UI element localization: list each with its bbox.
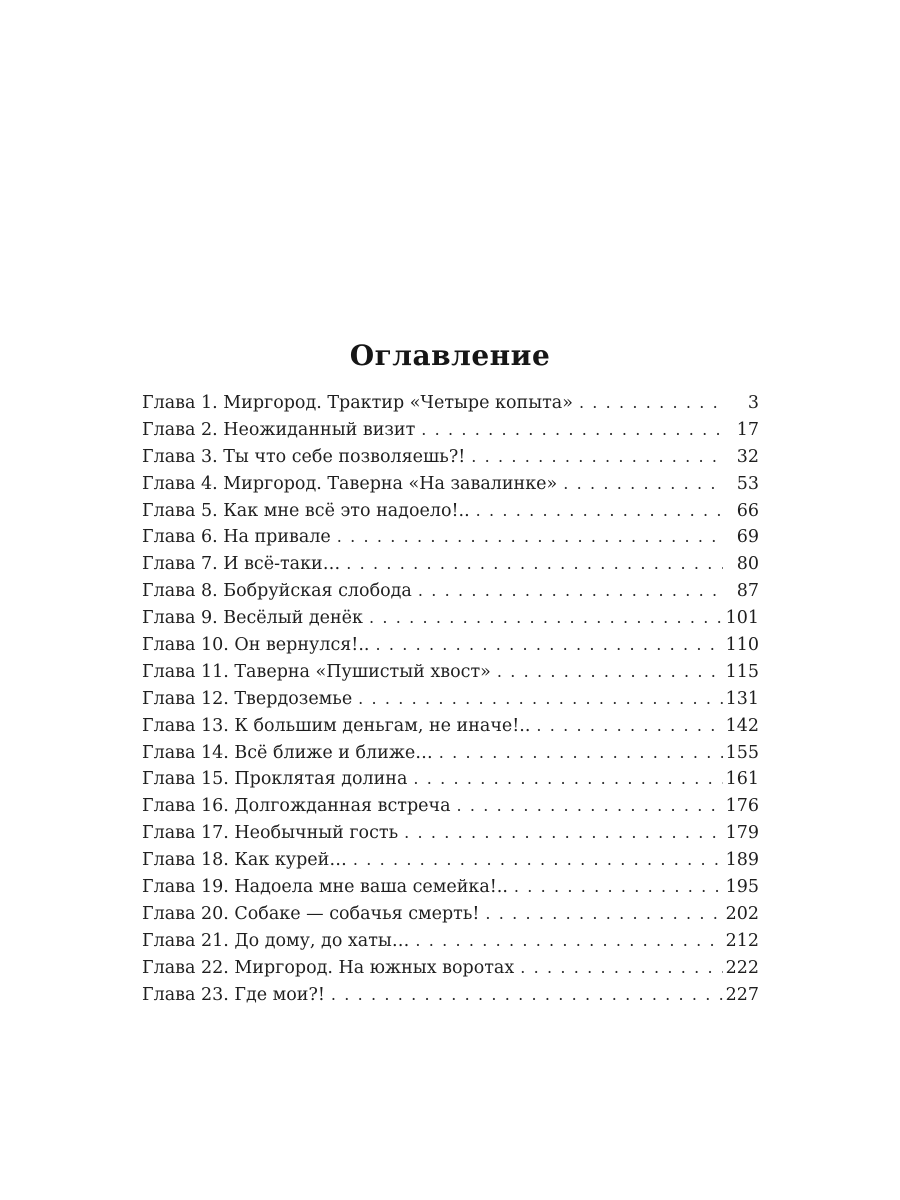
toc-entry-title: Глава 21. До дому, до хаты… (142, 930, 410, 951)
toc-entry[interactable] (142, 444, 759, 471)
toc-entry-page: 110 (725, 635, 759, 656)
toc-title: Оглавление (349, 339, 551, 372)
toc-entry[interactable] (142, 605, 759, 632)
toc-entry-page: 53 (736, 473, 759, 494)
toc-entry-title: Глава 22. Миргород. На южных воротах (142, 957, 515, 978)
toc-entry[interactable] (142, 740, 759, 767)
toc-entry-page: 115 (725, 661, 759, 682)
toc-entry-page: 142 (725, 715, 759, 736)
dot-leader (476, 498, 723, 525)
toc-entry[interactable] (142, 632, 759, 659)
dot-leader (415, 928, 723, 955)
dot-leader (421, 417, 723, 444)
dot-leader (404, 820, 723, 847)
toc-entry-title: Глава 11. Таверна «Пушистый хвост» (142, 661, 491, 682)
toc-entry[interactable] (142, 847, 759, 874)
toc-entry-page: 222 (725, 957, 759, 978)
toc-entry-page: 189 (725, 850, 759, 871)
toc-entry[interactable] (142, 901, 759, 928)
dot-leader (514, 874, 723, 901)
toc-entry-page: 202 (725, 903, 759, 924)
toc-entry-title: Глава 1. Миргород. Трактир «Четыре копыта» (142, 393, 573, 413)
toc-entry-title: Глава 20. Собаке — собачья смерть! (142, 903, 480, 924)
dot-leader (413, 766, 723, 793)
toc-entry[interactable] (142, 955, 759, 982)
toc-entry-title: Глава 2. Неожиданный визит (142, 419, 416, 440)
toc-entry-page: 101 (725, 608, 759, 629)
toc-entry-title: Глава 6. На привале (142, 527, 331, 548)
toc-entry-page: 212 (725, 930, 759, 951)
dot-leader (369, 605, 723, 632)
toc-entry-page: 80 (736, 554, 759, 575)
toc-list (142, 390, 759, 1008)
toc-entry[interactable] (142, 551, 759, 578)
toc-entry-title: Глава 15. Проклятая долина (142, 769, 408, 790)
toc-entry[interactable] (142, 713, 759, 740)
dot-leader (563, 471, 723, 498)
toc-entry[interactable] (142, 766, 759, 793)
toc-entry-title: Глава 23. Где мои?! (142, 984, 325, 1005)
toc-entry-title: Глава 9. Весёлый денёк (142, 608, 363, 629)
dot-leader (579, 390, 723, 417)
dot-leader (418, 578, 723, 605)
toc-entry[interactable] (142, 928, 759, 955)
dot-leader (520, 955, 723, 982)
toc-entry-page: 17 (736, 419, 759, 440)
toc-entry-title: Глава 4. Миргород. Таверна «На завалинке» (142, 473, 558, 494)
toc-entry-page: 3 (747, 393, 759, 413)
toc-entry[interactable] (142, 659, 759, 686)
toc-entry[interactable] (142, 982, 759, 1009)
toc-entry[interactable] (142, 471, 759, 498)
dot-leader (358, 686, 723, 713)
toc-entry[interactable] (142, 390, 759, 417)
toc-entry-title: Глава 18. Как курей… (142, 850, 347, 871)
toc-entry[interactable] (142, 820, 759, 847)
toc-entry[interactable] (142, 686, 759, 713)
toc-entry[interactable] (142, 417, 759, 444)
dot-leader (471, 444, 723, 471)
toc-entry-page: 161 (725, 769, 759, 790)
toc-entry-title: Глава 13. К большим деньгам, не иначе!.. (142, 715, 531, 736)
toc-entry-title: Глава 19. Надоела мне ваша семейка!.. (142, 877, 508, 898)
toc-entry-title: Глава 5. Как мне всё это надоело!.. (142, 500, 470, 521)
dot-leader (485, 901, 723, 928)
dot-leader (331, 982, 723, 1009)
dot-leader (353, 847, 723, 874)
dot-leader (457, 793, 723, 820)
toc-entry-title: Глава 3. Ты что себе позволяешь?! (142, 446, 466, 467)
toc-entry-page: 176 (725, 796, 759, 817)
toc-entry-title: Глава 16. Долгожданная встреча (142, 796, 451, 817)
toc-entry[interactable] (142, 524, 759, 551)
dot-leader (536, 713, 723, 740)
toc-entry-title: Глава 14. Всё ближе и ближе… (142, 742, 433, 763)
toc-entry-title: Глава 8. Бобруйская слобода (142, 581, 412, 602)
toc-entry[interactable] (142, 498, 759, 525)
toc-entry-title: Глава 7. И всё-таки… (142, 554, 341, 575)
dot-leader (375, 632, 723, 659)
toc-entry-title: Глава 17. Необычный гость (142, 823, 399, 844)
toc-entry-page: 155 (725, 742, 759, 763)
toc-entry-title: Глава 10. Он вернулся!.. (142, 635, 370, 656)
dot-leader (346, 551, 723, 578)
toc-entry-page: 179 (725, 823, 759, 844)
dot-leader (497, 659, 723, 686)
dot-leader (439, 740, 723, 767)
toc-entry-page: 131 (725, 688, 759, 709)
toc-entry[interactable] (142, 874, 759, 901)
toc-entry-page: 32 (736, 446, 759, 467)
toc-entry-page: 87 (736, 581, 759, 602)
toc-entry-title: Глава 12. Твердоземье (142, 688, 353, 709)
dot-leader (337, 524, 723, 551)
toc-entry[interactable] (142, 793, 759, 820)
toc-entry[interactable] (142, 578, 759, 605)
toc-entry-page: 227 (725, 984, 759, 1005)
toc-entry-page: 69 (736, 527, 759, 548)
toc-entry-page: 195 (725, 877, 759, 898)
toc-entry-page: 66 (736, 500, 759, 521)
